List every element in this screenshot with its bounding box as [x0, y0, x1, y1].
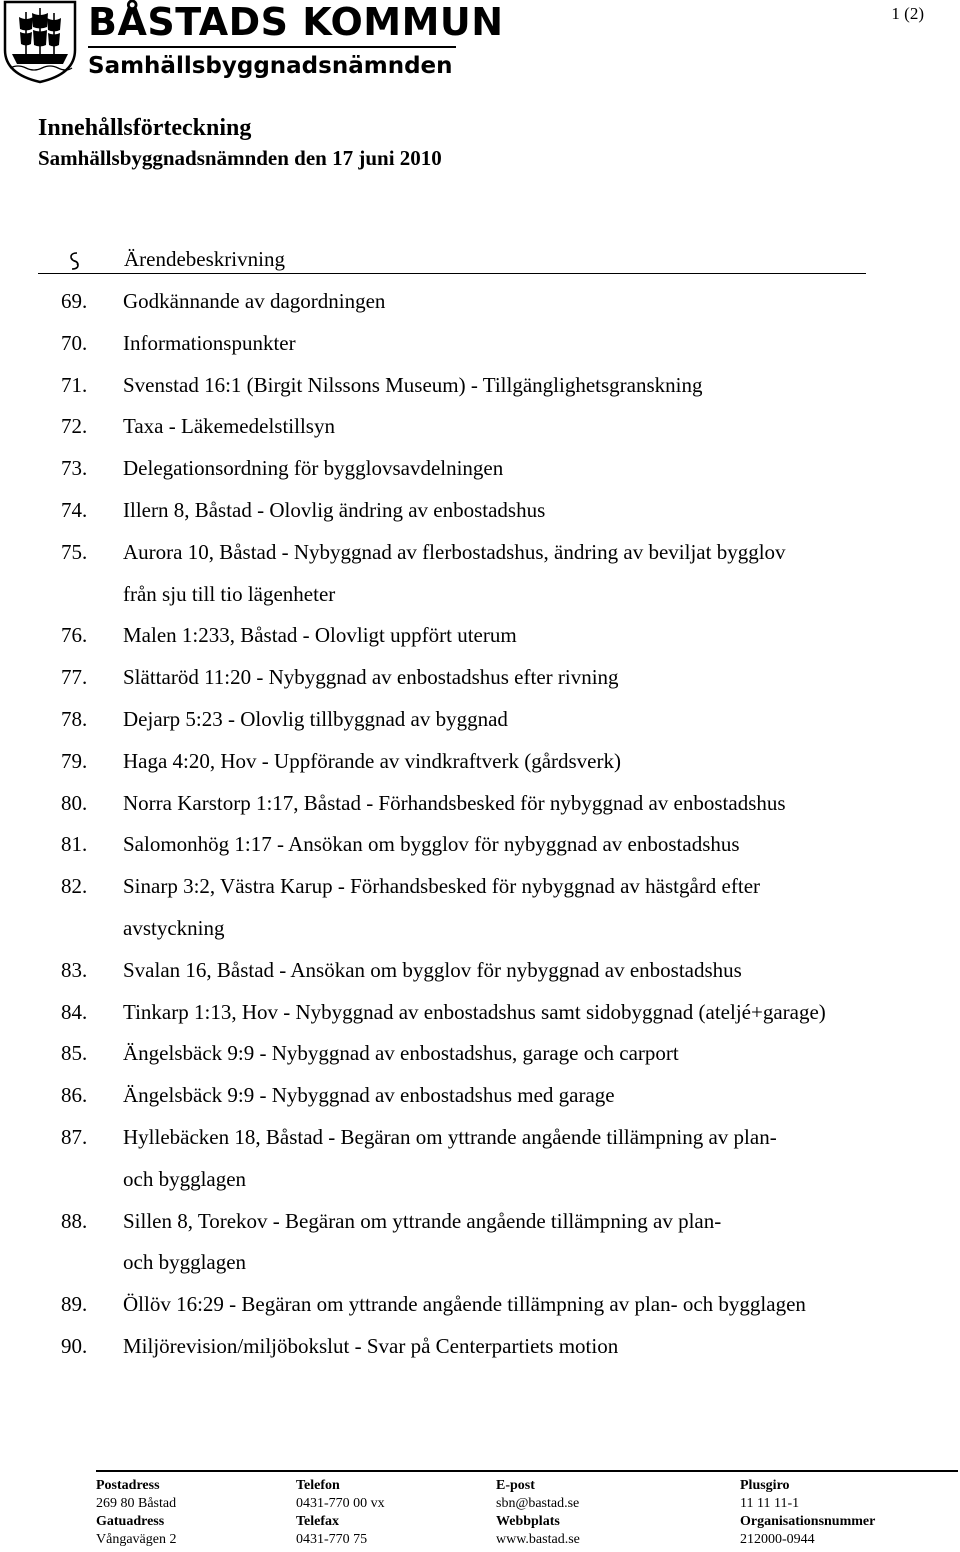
item-number: 83. — [61, 957, 88, 982]
item-number: 86. — [61, 1083, 88, 1108]
list-item — [0, 615, 960, 657]
footer-orgnr-label: Organisationsnummer — [740, 1514, 876, 1529]
logo-divider — [88, 46, 456, 48]
item-number: 76. — [61, 623, 88, 648]
list-item — [0, 1201, 960, 1285]
footer-gatuadress-value: Vångavägen 2 — [96, 1532, 177, 1547]
item-title: Godkännande av dagordningen — [123, 289, 386, 313]
item-title-continuation: från sju till tio lägenheter — [123, 581, 336, 606]
section-title: Ärendebeskrivning — [124, 247, 285, 271]
item-number: 87. — [61, 1124, 88, 1149]
item-title: Malen 1:233, Båstad - Olovligt uppfört uterum — [123, 623, 517, 648]
item-title: Ängelsbäck 9:9 - Nybyggnad av enbostadshus med garage — [123, 1083, 615, 1108]
list-item — [0, 950, 960, 992]
document-title: Innehållsförteckning — [38, 115, 252, 141]
section-header — [38, 244, 866, 274]
list-item — [0, 532, 960, 616]
footer-gatuadress-label: Gatuadress — [96, 1514, 165, 1529]
item-title: Haga 4:20, Hov - Uppförande av vindkraftverk (gårdsverk) — [123, 748, 621, 773]
section-bullet-icon — [68, 250, 80, 274]
list-item — [0, 281, 960, 323]
item-number: 72. — [61, 414, 88, 439]
list-item — [0, 1117, 960, 1201]
item-number: 78. — [61, 706, 88, 731]
item-number: 75. — [61, 539, 88, 564]
list-item — [0, 1284, 960, 1326]
item-number: 82. — [61, 874, 88, 899]
footer-postadress-value: 269 80 Båstad — [96, 1496, 177, 1511]
list-item — [0, 1326, 960, 1368]
list-item — [0, 323, 960, 365]
list-item — [0, 1075, 960, 1117]
municipality-logo — [0, 0, 504, 90]
item-title: Sillen 8, Torekov - Begäran om yttrande angående tillämpning av plan- — [123, 1208, 722, 1233]
item-title: Hyllebäcken 18, Båstad - Begäran om yttrande angående tillämpning av plan- — [123, 1124, 777, 1149]
list-item — [0, 365, 960, 407]
list-item — [0, 490, 960, 532]
footer-finance-column — [740, 1477, 875, 1549]
item-number: 70. — [61, 330, 88, 355]
footer-web-column — [496, 1477, 580, 1549]
item-number: 81. — [61, 832, 88, 857]
footer-telefax-label: Telefax — [296, 1514, 340, 1529]
footer-telefon-label: Telefon — [296, 1478, 340, 1493]
footer-webbplats-label: Webbplats — [496, 1514, 560, 1529]
logo-department-name: Samhällsbyggnadsnämnden — [88, 53, 453, 79]
agenda-list — [0, 281, 960, 1368]
item-title: Norra Karstorp 1:17, Båstad - Förhandsbesked för nybyggnad av enbostadshus — [123, 790, 786, 815]
item-title: Ängelsbäck 9:9 - Nybyggnad av enbostadshus, garage och carport — [123, 1041, 679, 1066]
footer-telefax-value: 0431-770 75 — [296, 1532, 368, 1547]
list-item — [0, 699, 960, 741]
page-footer — [96, 1470, 958, 1550]
list-item — [0, 992, 960, 1034]
item-number: 80. — [61, 790, 88, 815]
item-title: Miljörevision/miljöbokslut - Svar på Centerpartiets motion — [123, 1333, 619, 1358]
item-number: 77. — [61, 665, 88, 690]
footer-plusgiro-value: 11 11 11-1 — [740, 1496, 800, 1511]
list-item — [0, 448, 960, 490]
footer-orgnr-value: 212000-0944 — [740, 1532, 815, 1547]
list-item — [0, 741, 960, 783]
footer-epost-value: sbn@bastad.se — [496, 1496, 580, 1511]
item-title: Svenstad 16:1 (Birgit Nilssons Museum) - Tillgänglighetsgranskning — [123, 372, 703, 397]
footer-telefon-value: 0431-770 00 vx — [296, 1496, 385, 1511]
footer-phone-column — [296, 1477, 385, 1549]
list-item — [0, 783, 960, 825]
item-title: Slättaröd 11:20 - Nybyggnad av enbostadshus efter rivning — [123, 665, 619, 690]
item-title: Salomonhög 1:17 - Ansökan om bygglov för nybyggnad av enbostadshus — [123, 832, 740, 857]
item-title: Informationspunkter — [123, 330, 296, 355]
item-number: 89. — [61, 1292, 88, 1317]
list-item — [0, 866, 960, 950]
footer-plusgiro-label: Plusgiro — [740, 1478, 790, 1493]
item-number: 85. — [61, 1041, 88, 1066]
item-title: Sinarp 3:2, Västra Karup - Förhandsbesked för nybyggnad av hästgård efter — [123, 874, 761, 899]
item-title: Svalan 16, Båstad - Ansökan om bygglov för nybyggnad av enbostadshus — [123, 957, 742, 982]
item-title: Öllöv 16:29 - Begäran om yttrande angående tillämpning av plan- och bygglagen — [123, 1292, 806, 1317]
list-item — [0, 1033, 960, 1075]
item-title: Dejarp 5:23 - Olovlig tillbyggnad av byggnad — [123, 706, 508, 731]
logo-municipality-name: BÅSTADS KOMMUN — [88, 0, 504, 44]
item-title: Delegationsordning för bygglovsavdelningen — [123, 456, 504, 481]
item-title: Illern 8, Båstad - Olovlig ändring av enbostadshus — [123, 497, 546, 522]
item-number: 71. — [61, 372, 88, 397]
item-number: 90. — [61, 1333, 88, 1358]
item-title-continuation: avstyckning — [123, 915, 225, 940]
list-item — [0, 657, 960, 699]
page-number: 1 (2) — [891, 4, 924, 23]
item-number: 69. — [61, 289, 88, 313]
item-number: 74. — [61, 497, 88, 522]
item-title: Aurora 10, Båstad - Nybyggnad av flerbostadshus, ändring av beviljat bygglov — [123, 539, 786, 564]
footer-webbplats-value: www.bastad.se — [496, 1532, 580, 1547]
item-title: Taxa - Läkemedelstillsyn — [123, 414, 335, 439]
document-subtitle: Samhällsbyggnadsnämnden den 17 juni 2010 — [38, 146, 442, 170]
item-title: Tinkarp 1:13, Hov - Nybyggnad av enbostadshus samt sidobyggnad (ateljé+garage) — [123, 999, 826, 1024]
footer-postadress-label: Postadress — [96, 1478, 160, 1493]
footer-divider — [96, 1470, 958, 1472]
item-number: 84. — [61, 999, 88, 1024]
item-number: 79. — [61, 748, 88, 773]
ship-crest-icon — [2, 0, 78, 84]
item-number: 88. — [61, 1208, 88, 1233]
footer-epost-label: E-post — [496, 1478, 535, 1493]
list-item — [0, 406, 960, 448]
item-title-continuation: och bygglagen — [123, 1166, 247, 1191]
item-number: 73. — [61, 456, 88, 481]
footer-address-column — [96, 1477, 176, 1549]
item-title-continuation: och bygglagen — [123, 1250, 247, 1275]
list-item — [0, 824, 960, 866]
